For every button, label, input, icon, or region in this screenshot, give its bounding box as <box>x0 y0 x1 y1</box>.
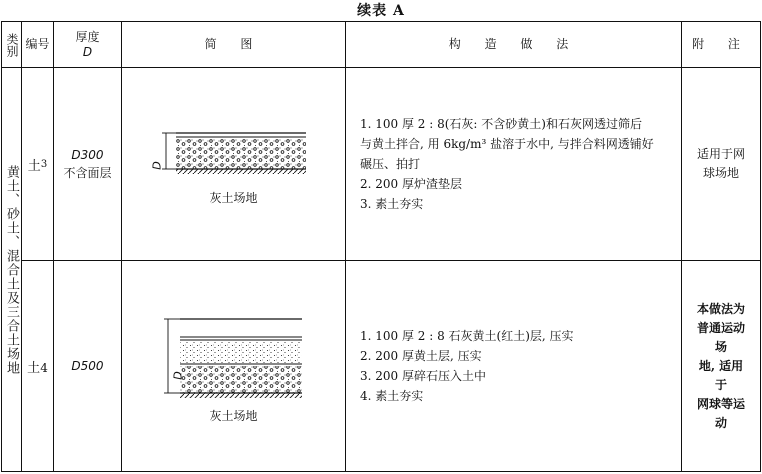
category-cell <box>2 68 22 472</box>
layer-section-sketch <box>154 309 314 405</box>
method-line: 2. 200 厚黄土层, 压实 <box>360 349 482 363</box>
method-line: 1. 100 厚 2 : 8(石灰: 不含砂黄土)和石灰网透过筛后 <box>360 117 642 131</box>
code-prefix: 土 <box>27 360 41 376</box>
note-line: 网球等运动 <box>696 396 745 430</box>
method-line: 2. 200 厚炉渣垫层 <box>360 177 462 191</box>
method-line: 碾压、拍打 <box>360 157 421 171</box>
note-line: 普通运动场 <box>696 320 745 354</box>
layer-section-sketch <box>154 123 314 187</box>
thickness-value: D300 <box>71 148 104 162</box>
header-sketch: 简 图 <box>122 22 346 68</box>
dimension-label: D <box>171 370 185 380</box>
method-line: 与黄土拌合, 用 6kg/m³ 盐溶于水中, 与拌合料网透铺好 <box>360 137 654 151</box>
method-line: 4. 素土夯实 <box>360 389 424 403</box>
header-category: 类别 <box>2 22 22 68</box>
category-label: 黄土、砂土、混合土及三合土场地 <box>4 164 19 375</box>
table-header-row <box>2 22 761 68</box>
thickness-value: D500 <box>71 359 104 373</box>
code-prefix: 土 <box>27 158 41 174</box>
code-number: 3 <box>40 158 48 170</box>
table-row <box>2 261 761 472</box>
sketch-cell <box>122 68 346 261</box>
note-line: 适用于网 <box>696 147 745 161</box>
method-line: 3. 200 厚碎石压入土中 <box>360 369 486 383</box>
table-row <box>2 68 761 261</box>
thickness-note: 不含面层 <box>63 166 112 180</box>
code-cell <box>22 261 54 472</box>
dimension-label: D <box>150 160 164 170</box>
header-note: 附 注 <box>682 22 761 68</box>
method-line: 3. 素土夯实 <box>360 197 424 211</box>
method-line: 1. 100 厚 2 : 8 石灰黄土(红土)层, 压实 <box>360 329 574 343</box>
note-line: 地, 适用于 <box>698 358 744 392</box>
header-method: 构 造 做 法 <box>346 22 682 68</box>
thickness-cell <box>54 261 122 472</box>
header-thickness <box>54 22 122 68</box>
table-caption: 续表 A <box>357 3 405 19</box>
construction-spec-table <box>1 21 761 472</box>
sketch-caption: 灰土场地 <box>209 408 258 423</box>
note-cell <box>682 261 761 472</box>
header-code: 编号 <box>22 22 54 68</box>
sketch-cell <box>122 261 346 472</box>
thickness-cell <box>54 68 122 261</box>
note-line: 球场地 <box>702 166 739 180</box>
note-cell <box>682 68 761 261</box>
code-cell <box>22 68 54 261</box>
header-thickness-label: 厚度 <box>75 29 100 44</box>
sketch-caption: 灰土场地 <box>209 190 258 205</box>
header-thickness-symbol: D <box>82 44 93 59</box>
note-line: 本做法为 <box>696 301 745 316</box>
method-cell <box>346 68 682 261</box>
method-cell <box>346 261 682 472</box>
code-number: 4 <box>40 360 48 375</box>
